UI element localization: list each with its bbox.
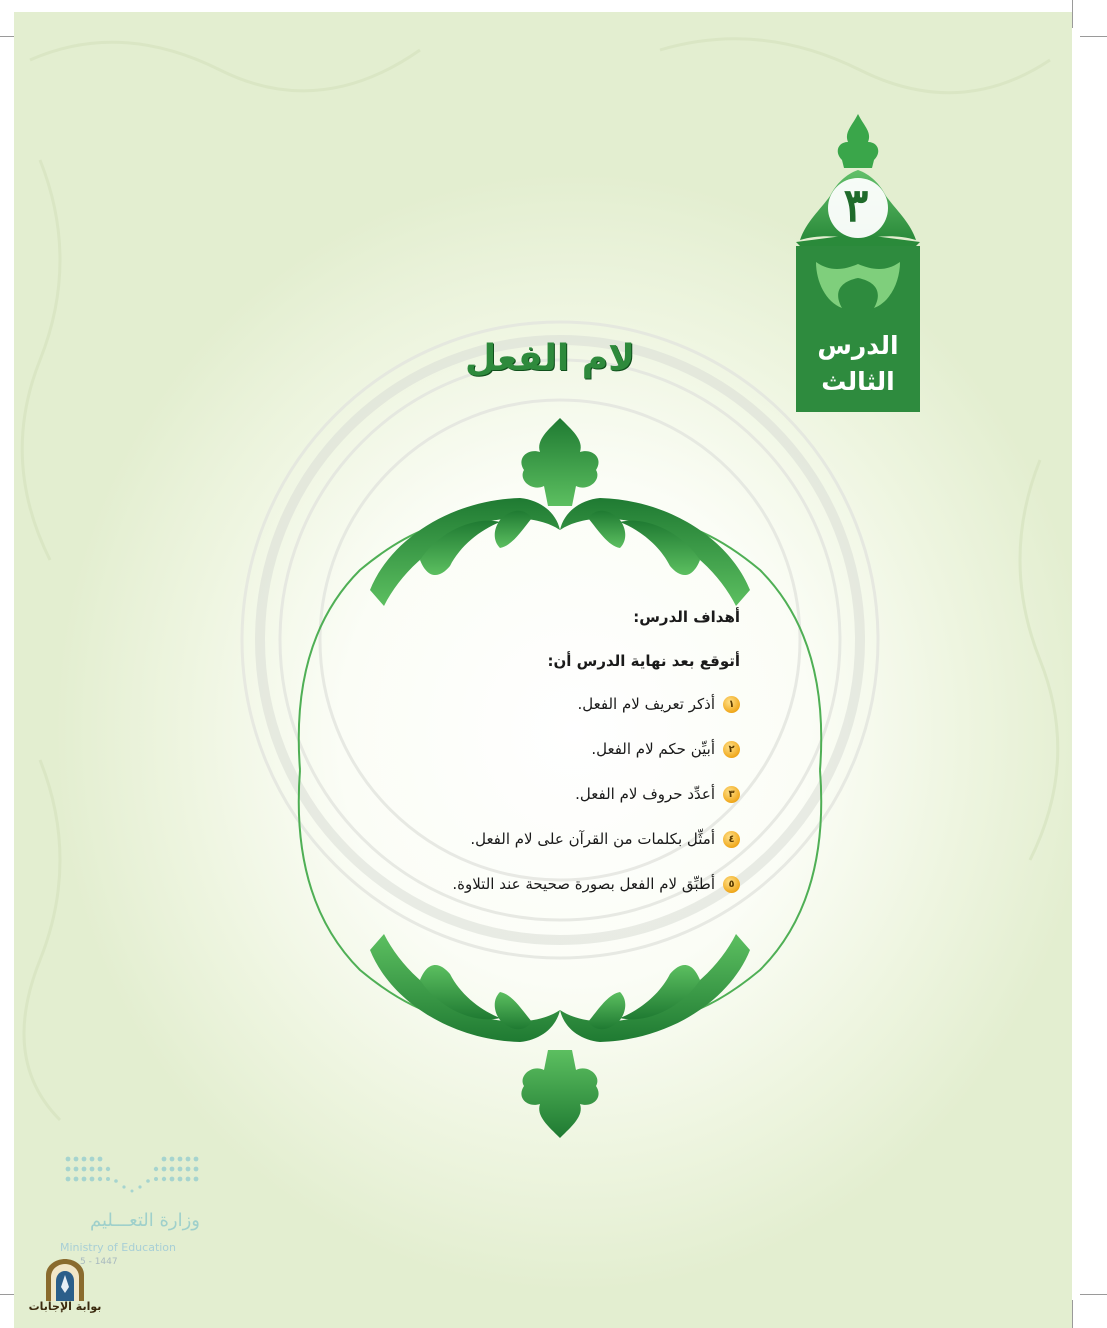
ministry-name-english: Ministry of Education xyxy=(60,1241,177,1254)
list-item xyxy=(330,694,740,714)
list-item xyxy=(330,829,740,849)
lesson-label-line2: الثالث xyxy=(821,367,895,396)
objectives-intro: أتوقع بعد نهاية الدرس أن: xyxy=(547,652,740,670)
lesson-label-line1: الدرس xyxy=(817,331,899,360)
objective-text: أذكر تعريف لام الفعل. xyxy=(577,695,715,713)
objectives-heading: أهداف الدرس: xyxy=(633,608,740,626)
objectives-box xyxy=(330,608,740,919)
number-bullet: ٣ xyxy=(723,786,740,803)
lesson-number: ٣ xyxy=(843,178,869,232)
number-bullet: ٥ xyxy=(723,876,740,893)
objective-text: أعدِّد حروف لام الفعل. xyxy=(575,785,715,803)
ministry-year: 5 - 1447 xyxy=(80,1257,118,1267)
list-item xyxy=(330,874,740,894)
ministry-logo-icon xyxy=(64,1153,200,1199)
ministry-name-arabic: وزارة التعـــليم xyxy=(89,1210,200,1231)
number-bullet: ٤ xyxy=(723,831,740,848)
list-item xyxy=(330,784,740,804)
objective-text: أطبِّق لام الفعل بصورة صحيحة عند التلاوة. xyxy=(452,875,715,893)
number-bullet: ٢ xyxy=(723,741,740,758)
answers-gate-logo-icon xyxy=(42,1257,88,1303)
objective-text: أبيِّن حكم لام الفعل. xyxy=(591,740,715,758)
lesson-title: لام الفعل xyxy=(465,338,635,379)
number-bullet: ١ xyxy=(723,696,740,713)
answers-gate-label: بوابة الإجابات xyxy=(28,1300,102,1313)
list-item xyxy=(330,739,740,759)
objectives-list xyxy=(330,694,740,894)
objective-text: أمثِّل بكلمات من القرآن على لام الفعل. xyxy=(470,830,715,848)
